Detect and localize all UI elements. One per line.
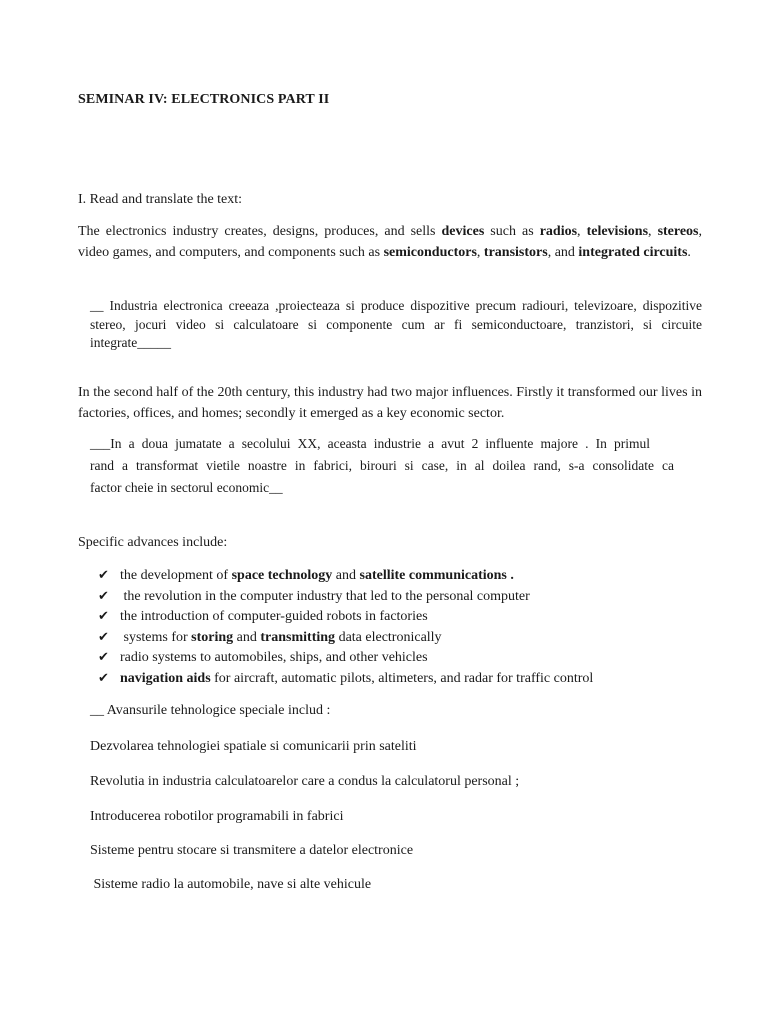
term-integrated-circuits: integrated circuits <box>578 245 688 260</box>
term-stereos: stereos <box>657 224 699 239</box>
term-navigation-aids: navigation aids <box>120 670 211 686</box>
term-transmitting: transmitting <box>260 629 336 645</box>
term-semiconductors: semiconductors <box>383 245 477 260</box>
list-item-text: and <box>233 629 261 645</box>
instruction-text: I. Read and translate the text: <box>78 192 243 207</box>
page-title: SEMINAR IV: ELECTRONICS PART II <box>78 92 330 107</box>
paragraph-1 <box>78 221 702 263</box>
paragraph-1-text: , video games, and computers, and components such as <box>78 224 703 260</box>
list-item <box>98 669 593 690</box>
checkmark-icon: ✔ <box>98 588 109 604</box>
checkmark-icon: ✔ <box>98 568 109 583</box>
translation-3-item: Revolutia in industria calculatoarelor care a condus la calculatorul personal ; <box>90 774 520 789</box>
translation-2-line-1: ___In a doua jumatate a secolului XX, aceasta industrie a avut 2 influente majore . In primul <box>90 436 650 451</box>
list-item-text: radio systems to automobiles, ships, and other vehicles <box>120 650 428 666</box>
list-item <box>98 628 593 649</box>
advances-intro: Specific advances include: <box>78 535 228 550</box>
term-transistors: transistors <box>483 245 548 260</box>
term-storing: storing <box>191 629 234 645</box>
translation-1: __ Industria electronica creeaza ,proiecteaza si produce dispozitive precum radiouri, televizoare, dispozitive stereo, jocuri video si calculatoare si componente cum ar fi semiconductoare, tranzistori, si circuite integrate_____ <box>90 298 702 350</box>
checkmark-icon: ✔ <box>98 629 109 645</box>
list-item-text: systems for <box>120 629 192 645</box>
list-item-text: data electronically <box>335 629 442 645</box>
paragraph-1-text: . <box>687 245 691 260</box>
paragraph-1-text: , <box>476 245 484 260</box>
list-item-text: for aircraft, automatic pilots, altimeters, and radar for traffic control <box>210 670 594 686</box>
paragraph-1-text: , and <box>547 245 579 260</box>
list-item <box>98 607 593 628</box>
paragraph-2: In the second half of the 20th century, this industry had two major influences. Firstly it transformed our lives in factories, offices, and homes; secondly it emerged as a key economic sector. <box>78 385 702 421</box>
list-item-text: and <box>332 568 360 583</box>
list-item-text: the introduction of computer-guided robots in factories <box>120 609 428 625</box>
list-item <box>98 587 593 608</box>
translation-3-item: Dezvolarea tehnologiei spatiale si comunicarii prin sateliti <box>90 739 417 754</box>
translation-2-line-3: factor cheie in sectorul economic__ <box>90 480 283 495</box>
paragraph-1-text: such as <box>484 224 540 239</box>
term-space-technology: space technology <box>231 568 333 583</box>
advances-list <box>98 566 593 690</box>
term-radios: radios <box>539 224 578 239</box>
list-item-text: the development of <box>120 568 232 583</box>
checkmark-icon: ✔ <box>98 670 109 686</box>
paragraph-1-text: , <box>648 224 658 239</box>
list-item-text: the revolution in the computer industry that led to the personal computer <box>120 588 530 604</box>
term-devices: devices <box>441 224 485 239</box>
translation-2-line-2: rand a transformat vietile noastre in fabrici, birouri si case, in al doilea rand, s-a consolidate ca <box>90 458 674 473</box>
list-item <box>98 648 593 669</box>
term-satellite-communications: satellite communications . <box>359 568 514 583</box>
list-item <box>98 566 593 587</box>
checkmark-icon: ✔ <box>98 650 109 666</box>
translation-3-item: Introducerea robotilor programabili in fabrici <box>90 809 344 824</box>
translation-3-item: Sisteme radio la automobile, nave si alte vehicule <box>90 877 372 892</box>
checkmark-icon: ✔ <box>98 609 109 625</box>
term-televisions: televisions <box>586 224 649 239</box>
translation-3-item: Sisteme pentru stocare si transmitere a datelor electronice <box>90 843 414 858</box>
paragraph-1-text: , <box>577 224 587 239</box>
translation-3-intro: __ Avansurile tehnologice speciale includ : <box>90 703 331 718</box>
paragraph-1-text: The electronics industry creates, designs, produces, and sells <box>78 224 442 239</box>
